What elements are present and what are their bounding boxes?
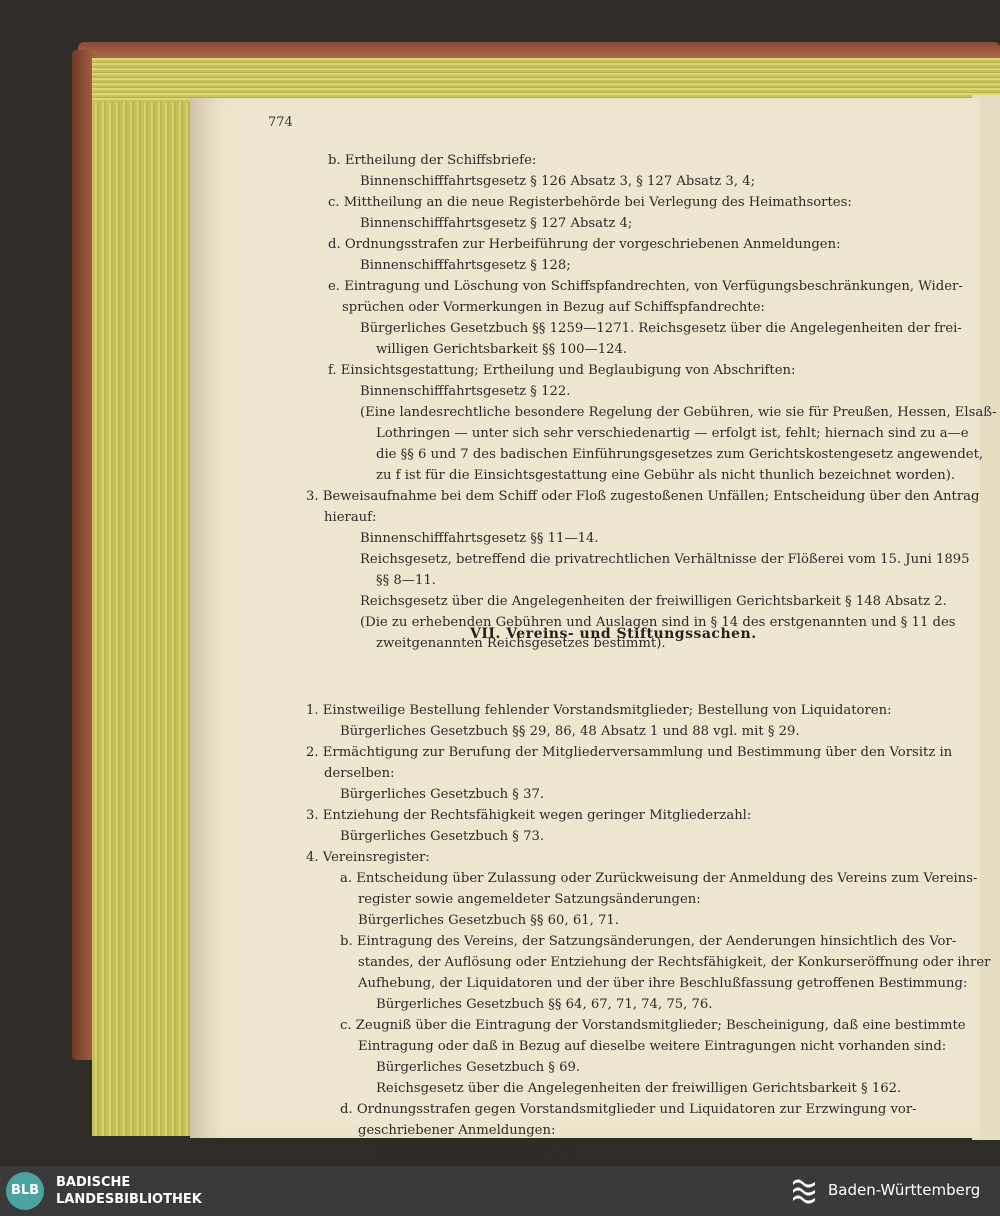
text-line: Binnenschifffahrtsgesetz § 127 Absatz 4; xyxy=(360,216,633,231)
text-line: b. Ertheilung der Schiffsbriefe: xyxy=(328,153,537,168)
text-line: register sowie angemeldeter Satzungsänderungen: xyxy=(358,892,701,907)
text-line: Bürgerliches Gesetzbuch § 69. xyxy=(376,1060,581,1075)
text-line: Reichsgesetz über die Angelegenheiten der freiwilligen Gerichtsbarkeit § 162. xyxy=(376,1081,902,1096)
text-line: standes, der Auflösung oder Entziehung der Rechtsfähigkeit, der Konkurseröffnung oder ihrer xyxy=(358,955,991,970)
text-line: c. Mittheilung an die neue Registerbehörde bei Verlegung des Heimathsortes: xyxy=(328,195,852,210)
text-line: Aufhebung, der Liquidatoren und der über ihre Beschlußfassung getroffenen Bestimmung: xyxy=(358,976,968,991)
text-line: Lothringen — unter sich sehr verschiedenartig — erfolgt ist, fehlt; hiernach sind zu a—e xyxy=(376,426,969,441)
library-name-line-2: LANDESBIBLIOTHEK xyxy=(56,1192,202,1207)
baden-wuerttemberg-lions-icon xyxy=(790,1176,818,1206)
text-line: Eintragung oder daß in Bezug auf dieselbe weitere Eintragungen nicht vorhanden sind: xyxy=(358,1039,947,1054)
text-line: Binnenschifffahrtsgesetz § 122. xyxy=(360,384,571,399)
text-line: 2. Ermächtigung zur Berufung der Mitgliederversammlung und Bestimmung über den Vorsitz in xyxy=(306,745,953,760)
text-line: Bürgerliches Gesetzbuch § 73. xyxy=(340,829,545,844)
text-line: Bürgerliches Gesetzbuch §§ 64, 67, 71, 74, 75, 76. xyxy=(376,997,713,1012)
text-line: derselben: xyxy=(324,766,395,781)
text-line: (Die zu erhebenden Gebühren und Auslagen sind in § 14 des erstgenannten und § 11 des xyxy=(360,615,956,630)
text-line: 4. Vereinsregister: xyxy=(306,850,430,865)
text-line: d. Ordnungsstrafen gegen Vorstandsmitglieder und Liquidatoren zur Erzwingung vor- xyxy=(340,1102,917,1117)
text-line: (Eine landesrechtliche besondere Regelung der Gebühren, wie sie für Preußen, Hessen, Elsaß- xyxy=(360,405,997,420)
text-line: Bürgerliches Gesetzbuch §§ 29, 86, 48 Absatz 1 und 88 vgl. mit § 29. xyxy=(340,724,800,739)
text-line: d. Ordnungsstrafen zur Herbeiführung der vorgeschriebenen Anmeldungen: xyxy=(328,237,841,252)
page-number: 774 xyxy=(268,115,293,130)
state-name[interactable]: Baden-Württemberg xyxy=(828,1181,981,1199)
text-line: §§ 8—11. xyxy=(376,573,436,588)
text-line: Binnenschifffahrtsgesetz §§ 11—14. xyxy=(360,531,599,546)
text-line: 3. Beweisaufnahme bei dem Schiff oder Floß zugestoßenen Unfällen; Entscheidung über den Antrag xyxy=(306,489,980,504)
page-edges-left xyxy=(92,58,192,1136)
text-line: f. Einsichtsgestattung; Ertheilung und Beglaubigung von Abschriften: xyxy=(328,363,796,378)
text-line: c. Zeugniß über die Eintragung der Vorstandsmitglieder; Bescheinigung, daß eine bestimmte xyxy=(340,1018,966,1033)
text-line: Bürgerliches Gesetzbuch §§ 1259—1271. Reichsgesetz über die Angelegenheiten der frei- xyxy=(360,321,962,336)
blb-logo-icon[interactable]: BLB xyxy=(6,1172,44,1210)
text-line: 1. Einstweilige Bestellung fehlender Vorstandsmitglieder; Bestellung von Liquidatoren: xyxy=(306,703,892,718)
text-line: b. Eintragung des Vereins, der Satzungsänderungen, der Aenderungen hinsichtlich des Vor- xyxy=(340,934,957,949)
text-line: Bürgerliches Gesetzbuch § 37. xyxy=(340,787,545,802)
text-line: 3. Entziehung der Rechtsfähigkeit wegen geringer Mitgliederzahl: xyxy=(306,808,752,823)
text-line: Binnenschifffahrtsgesetz § 128; xyxy=(360,258,571,273)
text-line: sprüchen oder Vormerkungen in Bezug auf Schiffspfandrechte: xyxy=(342,300,765,315)
library-name[interactable] xyxy=(56,1174,202,1208)
library-name-line-1: BADISCHE xyxy=(56,1175,131,1190)
text-line: Bürgerliches Gesetzbuch §§ 60, 61, 71. xyxy=(358,913,619,928)
text-line: Bürgerliches Gesetzbuch § 78. xyxy=(376,1144,581,1159)
text-line: die §§ 6 und 7 des badischen Einführungsgesetzes zum Gerichtskostengesetz angewendet, xyxy=(376,447,984,462)
text-line: geschriebener Anmeldungen: xyxy=(358,1123,556,1138)
viewer-footer xyxy=(0,1166,1000,1216)
text-line: zweitgenannten Reichsgesetzes bestimmt). xyxy=(376,636,666,651)
section-heading: VII. Vereins- und Stiftungssachen. xyxy=(470,626,757,642)
text-line: e. Eintragung und Löschung von Schiffspfandrechten, von Verfügungsbeschränkungen, Wider- xyxy=(328,279,963,294)
text-line: willigen Gerichtsbarkeit §§ 100—124. xyxy=(376,342,628,357)
text-line: Binnenschifffahrtsgesetz § 126 Absatz 3, § 127 Absatz 3, 4; xyxy=(360,174,756,189)
page-edges-top xyxy=(92,58,1000,102)
text-line: Reichsgesetz über die Angelegenheiten der freiwilligen Gerichtsbarkeit § 148 Absatz 2. xyxy=(360,594,947,609)
text-line: Reichsgesetz, betreffend die privatrechtlichen Verhältnisse der Flößerei vom 15. Juni 1895 xyxy=(360,552,970,567)
text-line: hierauf: xyxy=(324,510,377,525)
text-line: a. Entscheidung über Zulassung oder Zurückweisung der Anmeldung des Vereins zum Vereins- xyxy=(340,871,978,886)
text-line: zu f ist für die Einsichtsgestattung eine Gebühr als nicht thunlich bezeichnet worden). xyxy=(376,468,956,483)
